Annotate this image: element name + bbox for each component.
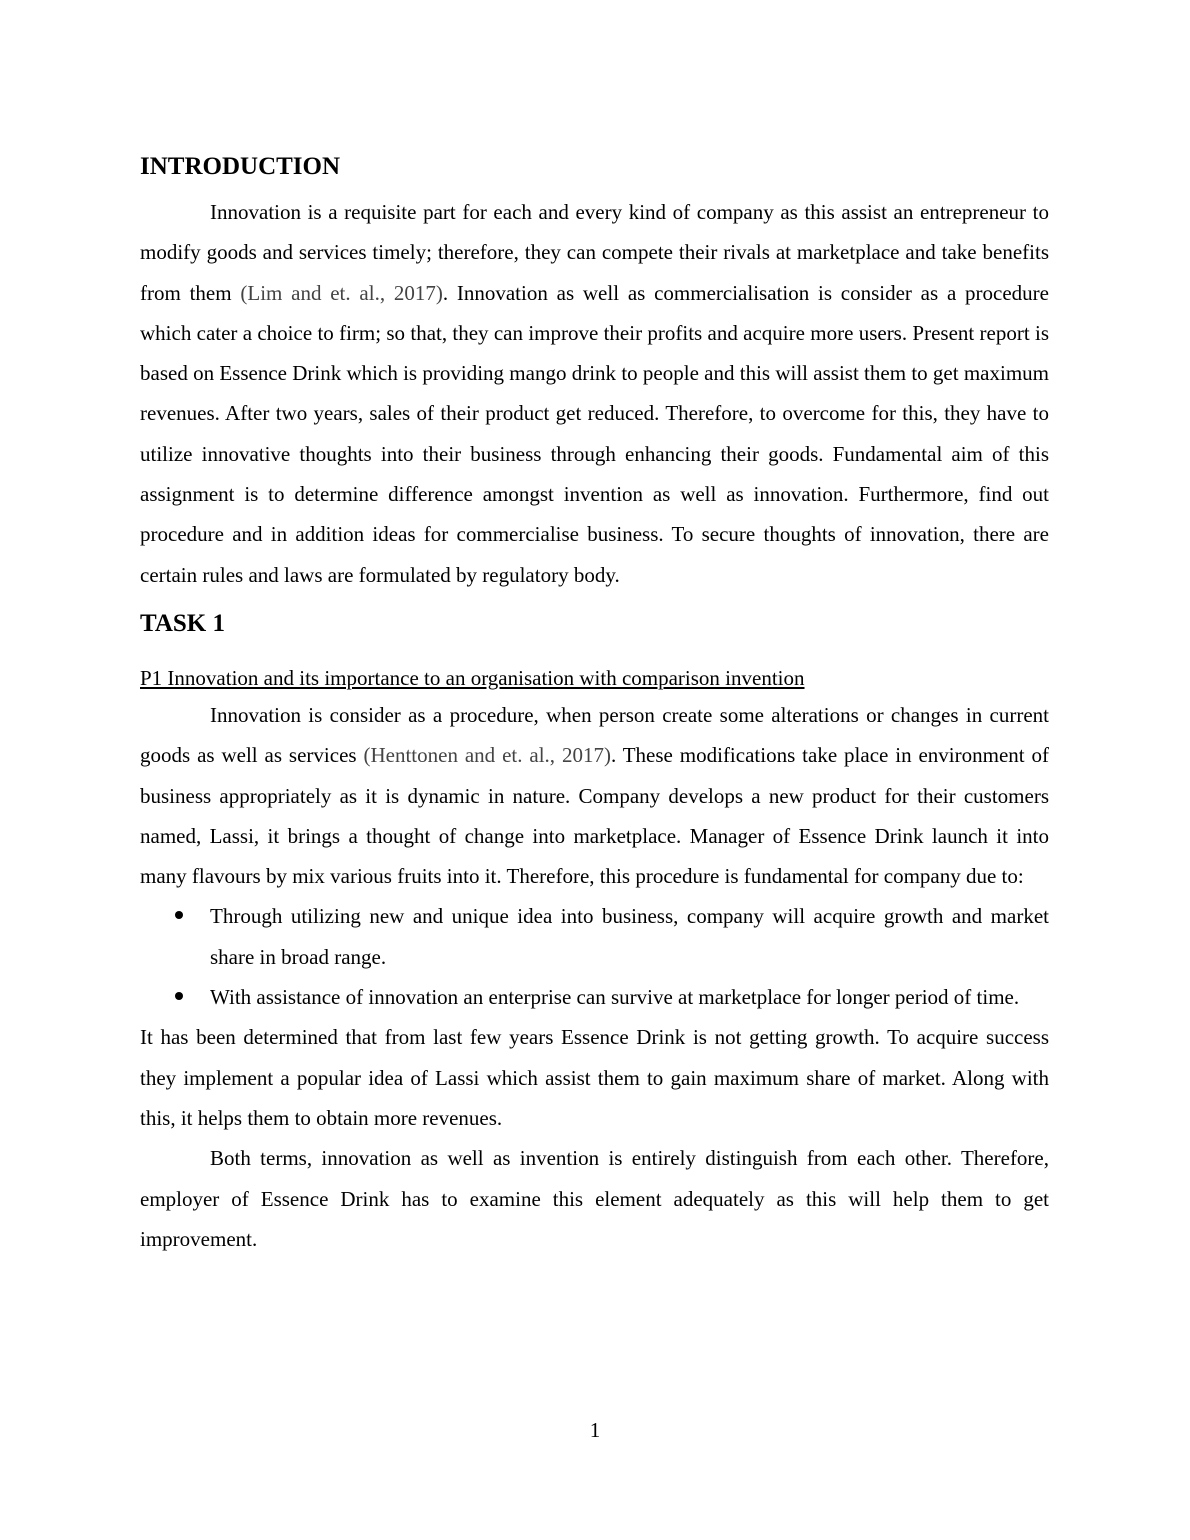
list-item — [140, 896, 1049, 977]
introduction-heading: INTRODUCTION — [140, 153, 341, 180]
bullet-icon — [175, 992, 183, 1000]
list-item — [140, 977, 1049, 1017]
intro-citation: (Lim and et. al., 2017) — [240, 280, 443, 305]
task1-citation: (Henttonen and et. al., 2017) — [363, 743, 611, 768]
task1-paragraph-1 — [140, 695, 1049, 896]
page-content — [140, 150, 1049, 1259]
task1-text-a: Innovation is consider as a procedure, when person create some alterations or changes in current goods as well as services — [140, 702, 1049, 768]
task1-heading: TASK 1 — [140, 609, 225, 637]
intro-text-a: Innovation is a requisite part for each and every kind of company as this assist an entrepreneur to modify goods and services timely; therefore, they can compete their rivals at marketplace and take benefits from them — [140, 200, 1049, 305]
task1-paragraph-3: Both terms, innovation as well as invention is entirely distinguish from each other. Therefore, employer of Essence Drink has to examine this element adequately as this will help them to get improvement. — [140, 1146, 1049, 1251]
bullet-text: Through utilizing new and unique idea into business, company will acquire growth and market share in broad range. — [210, 904, 1049, 969]
intro-text-b: . Innovation as well as commercialisation is consider as a procedure which cater a choice to firm; so that, they can improve their profits and acquire more users. Present report is based on Essence Drink which is providing mango drink to people and this will assist them to get maximum revenues. After two years, sales of their product get reduced. Therefore, to overcome for this, they have to utilize innovative thoughts into their business through enhancing their goods. Fundamental aim of this assignment is to determine difference amongst invention as well as innovation. Furthermore, find out procedure and in addition ideas for commercialise business. To secure thoughts of innovation, there are certain rules and laws are formulated by regulatory body. — [140, 280, 1049, 587]
bullet-list — [140, 896, 1049, 1017]
task1-paragraph-2: It has been determined that from last few years Essence Drink is not getting growth. To acquire success they implement a popular idea of Lassi which assist them to gain maximum share of market. Along with this, it helps them to obtain more revenues. — [140, 1025, 1049, 1130]
page-number: 1 — [589, 1418, 601, 1442]
bullet-icon — [175, 911, 183, 919]
task1-subheading: P1 Innovation and its importance to an organisation with comparison invention — [140, 665, 805, 690]
introduction-paragraph — [140, 192, 1049, 595]
bullet-text: With assistance of innovation an enterprise can survive at marketplace for longer period of time. — [210, 985, 1020, 1010]
task1-text-b: . These modifications take place in environment of business appropriately as it is dynamic in nature. Company develops a new product for their customers named, Lassi, it brings a thought of change into marketplace. Manager of Essence Drink launch it into many flavours by mix various fruits into it. Therefore, this procedure is fundamental for company due to: — [140, 743, 1050, 889]
